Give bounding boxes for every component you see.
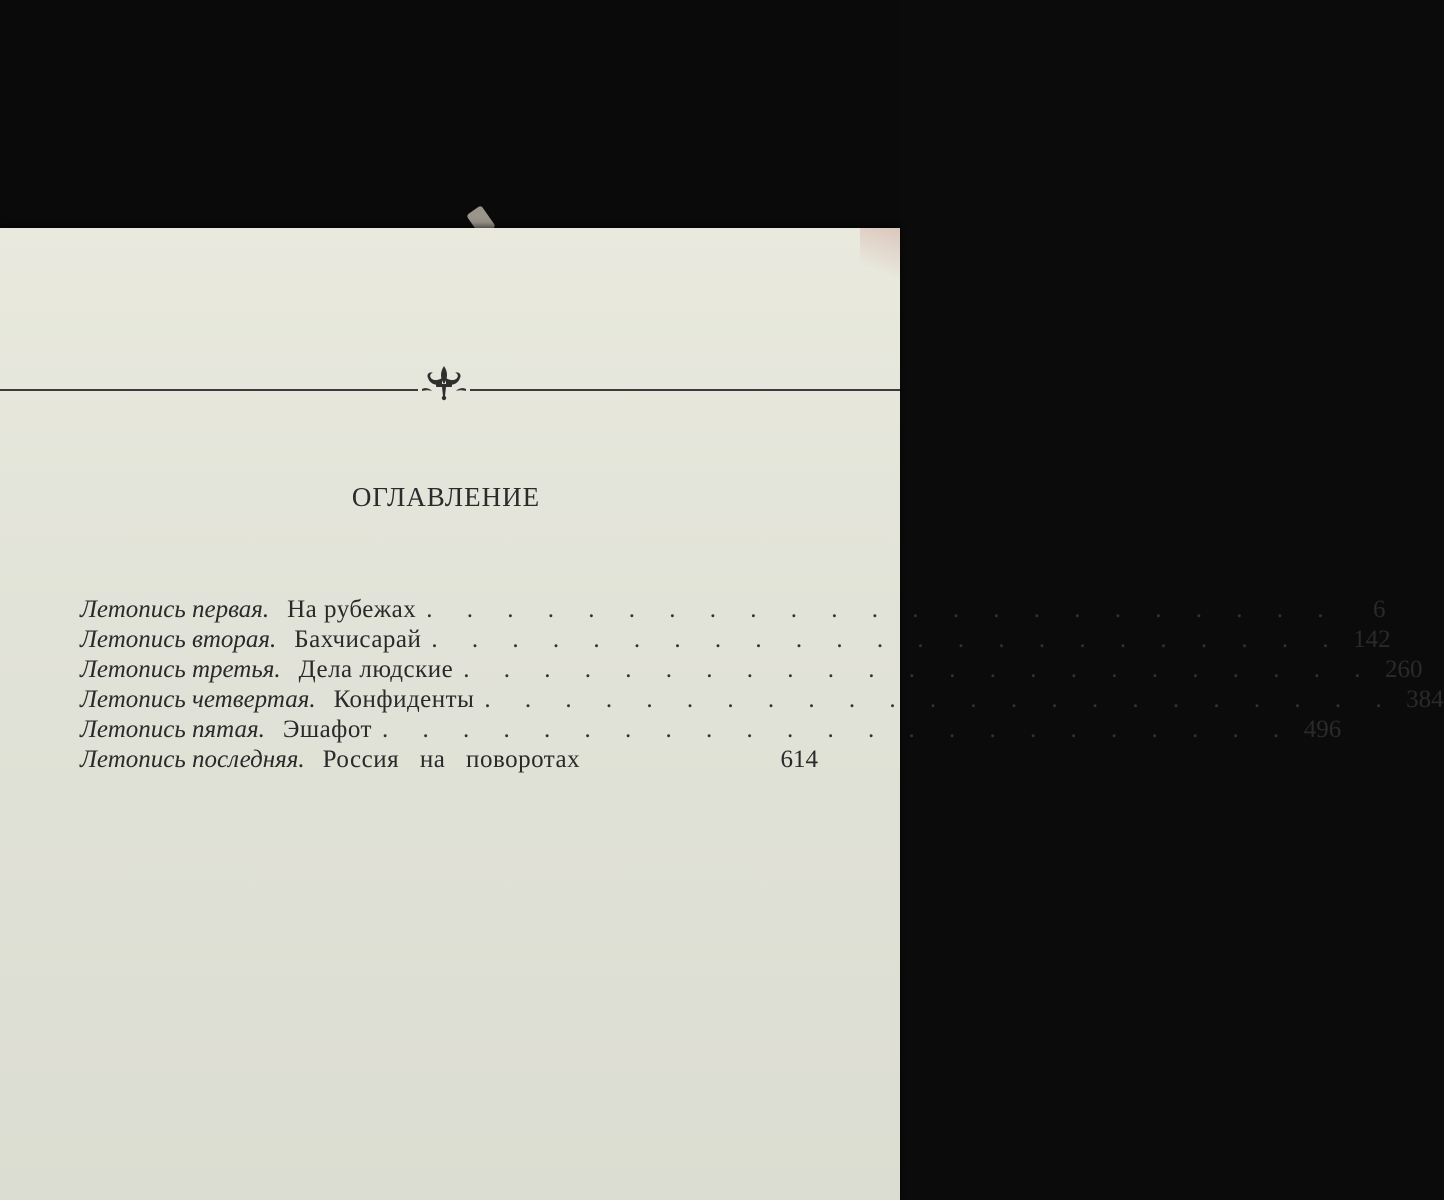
toc-entry-title: Эшафот — [282, 716, 372, 743]
divider-rule-left — [0, 389, 418, 391]
toc-entry-page: 496 — [1303, 716, 1342, 743]
toc-entry-page: 260 — [1384, 656, 1423, 683]
toc-entry-title: Дела людские — [298, 656, 454, 683]
toc-entry-title: На рубежах — [287, 596, 417, 623]
toc-entry — [80, 686, 1444, 716]
toc-heading: ОГЛАВЛЕНИЕ — [351, 482, 541, 512]
dot-leader: . . . . . . . . . . . . . . . . . . . . . . . — [431, 626, 1343, 653]
toc-entry — [80, 626, 1391, 656]
toc-entry-label: Летопись вторая. — [80, 626, 277, 653]
dot-leader: . . . . . . . . . . . . . . . . . . . . . . . — [463, 656, 1375, 683]
toc-entry-page: 614 — [780, 746, 818, 773]
toc-entry-title: Россия на поворотах — [322, 746, 581, 773]
toc-entry-label: Летопись четвертая. — [80, 686, 316, 713]
toc-entry — [80, 716, 1342, 746]
divider-rule-right — [470, 389, 900, 391]
toc-entry-title: Бахчисарай — [294, 626, 422, 653]
toc-entry-label: Летопись пятая. — [80, 716, 265, 743]
toc-entry-page: 6 — [1372, 596, 1386, 623]
dot-leader: . . . . . . . . . . . . . . . . . . . . . . . — [381, 716, 1294, 743]
toc-entry — [80, 596, 1386, 626]
dot-leader: . . . . . . . . . . . . . . . . . . . . . . . — [484, 686, 1396, 713]
toc-entry-label: Летопись последняя. — [80, 746, 305, 773]
toc-entry-title: Конфиденты — [333, 686, 475, 713]
toc-entry — [80, 656, 1423, 686]
toc-entry — [80, 746, 818, 776]
toc-entry-page: 384 — [1406, 686, 1444, 713]
dot-leader: . . . . . . . . . . . . . . . . . . . . . . . — [426, 596, 1338, 623]
table-of-contents — [80, 596, 1444, 776]
toc-entry-page: 142 — [1353, 626, 1391, 653]
toc-entry-label: Летопись третья. — [80, 656, 281, 683]
fleur-de-lis-ornament-icon — [418, 362, 470, 402]
toc-entry-label: Летопись первая. — [80, 596, 270, 623]
